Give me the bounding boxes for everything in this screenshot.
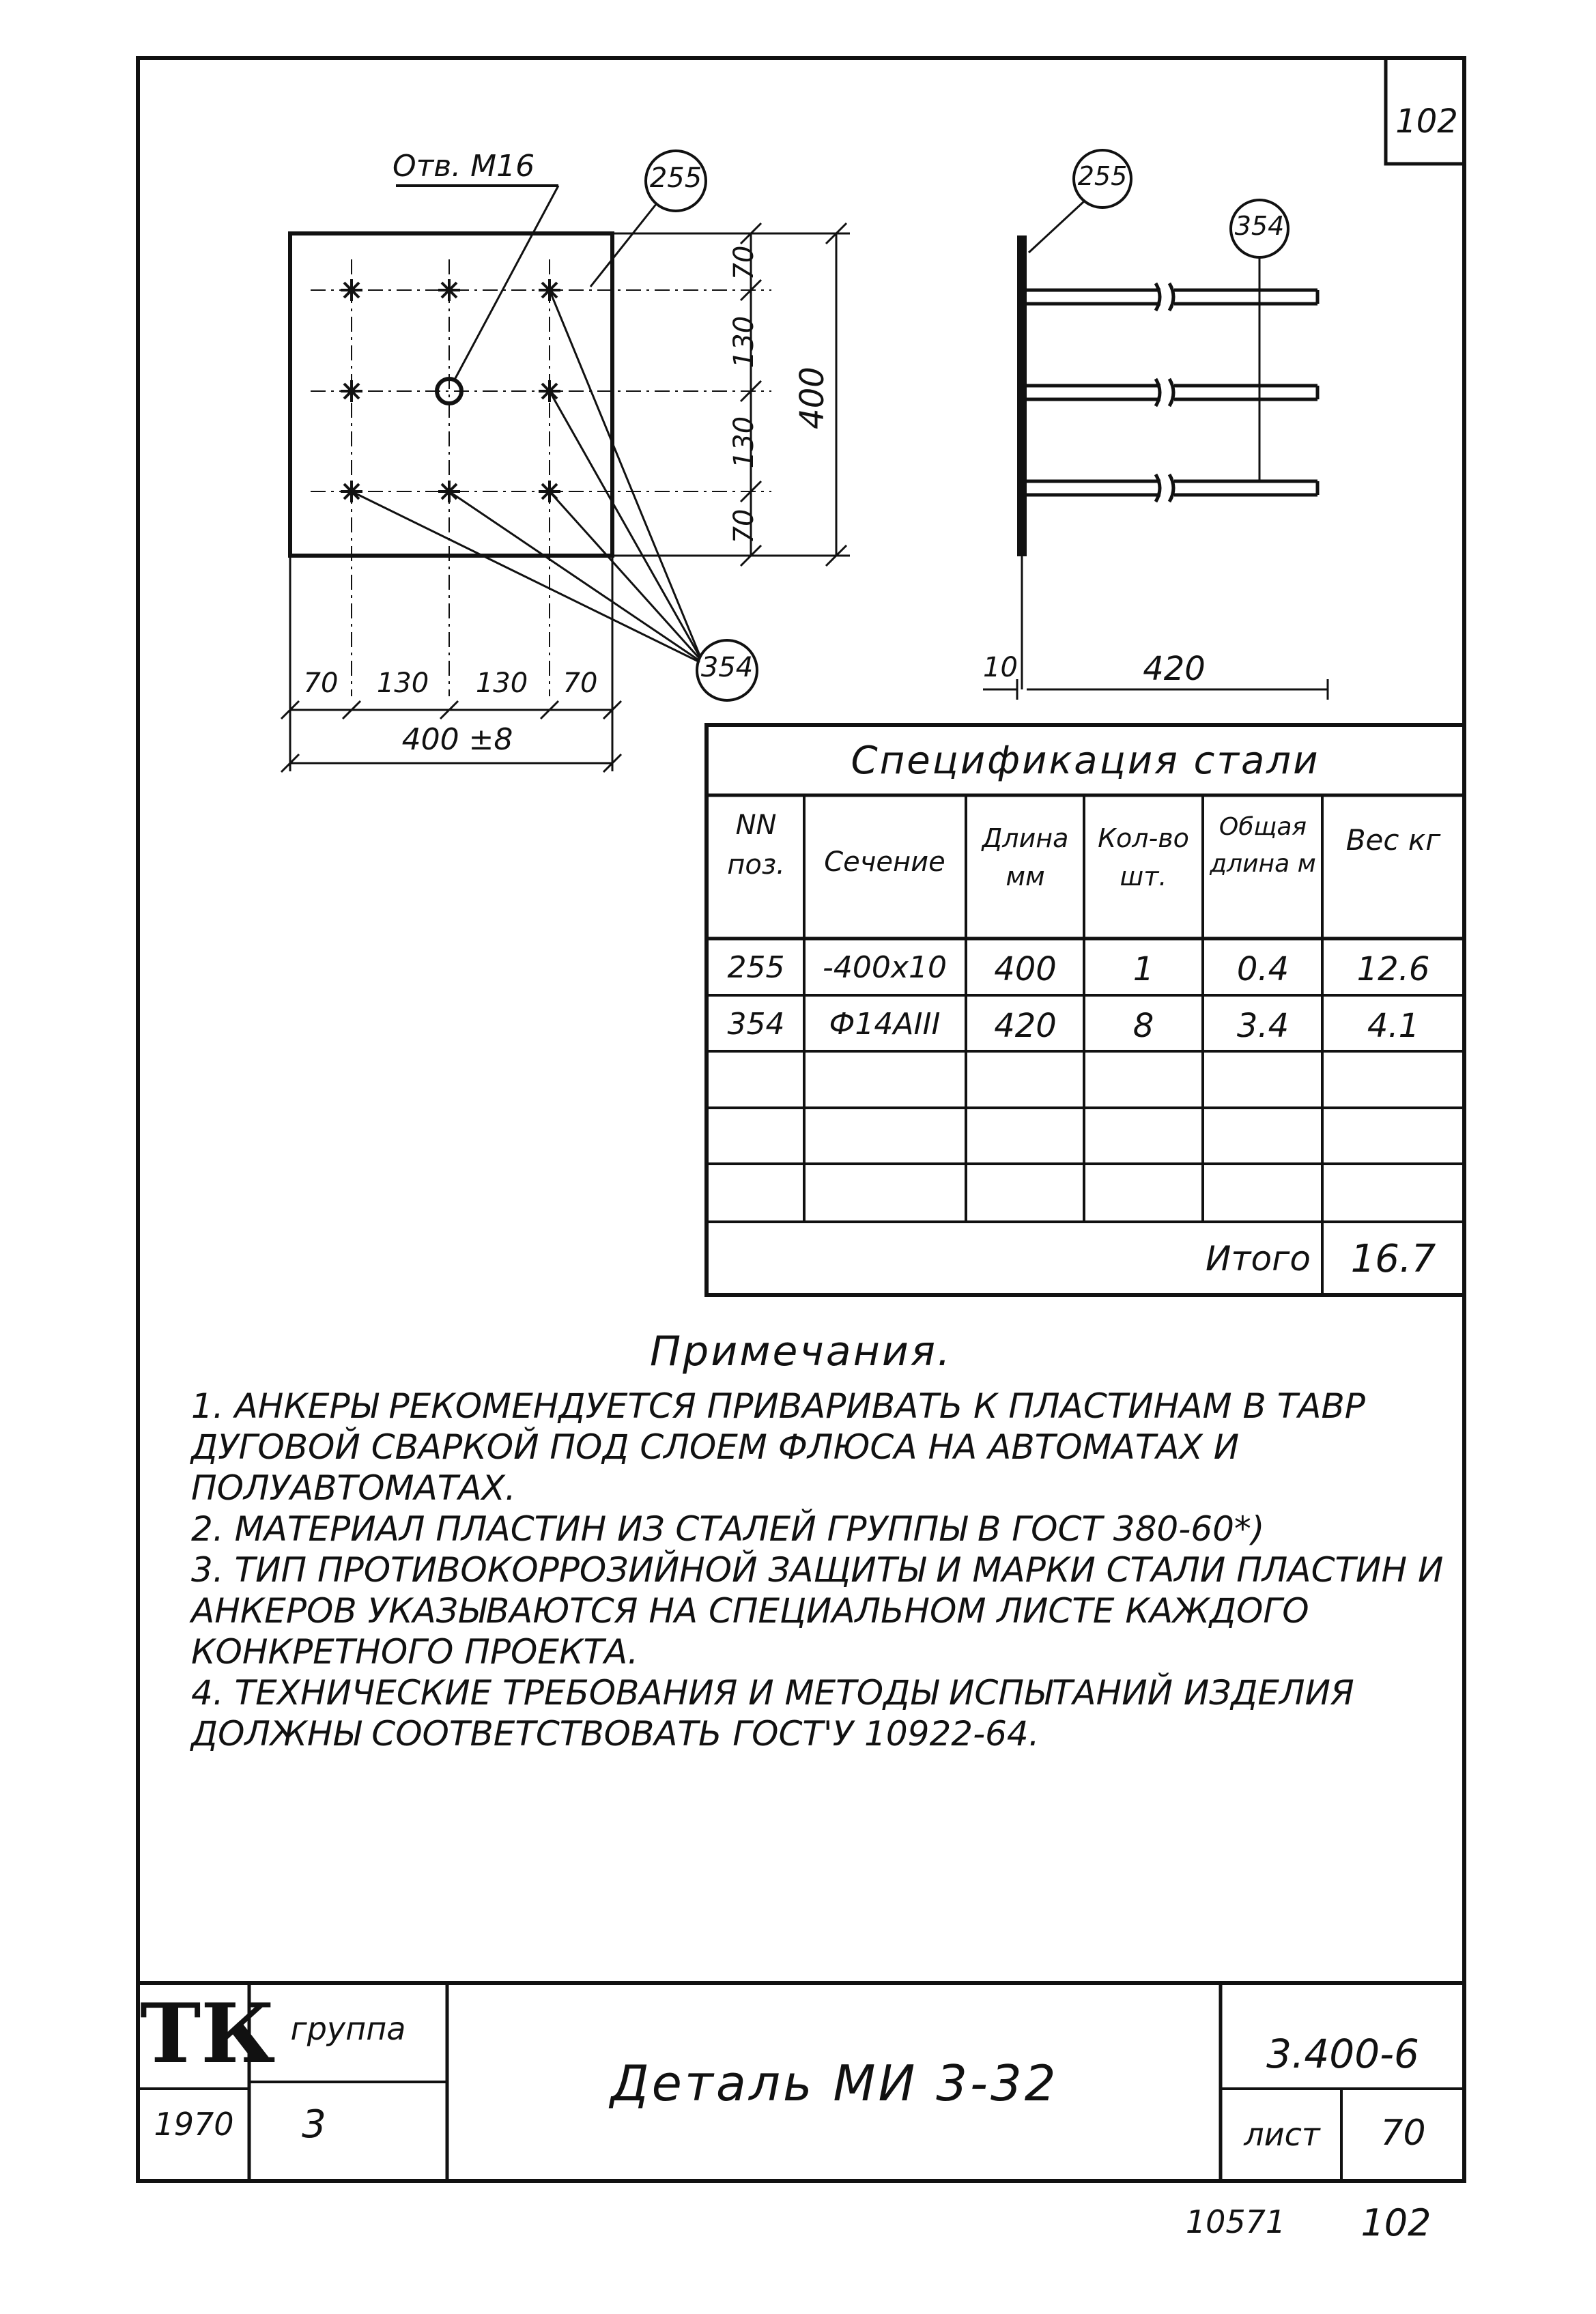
spec-r1-qty: 1 (1132, 950, 1154, 988)
hole-label: Отв. М16 (393, 149, 535, 184)
title-year: 1970 (154, 2106, 234, 2143)
spec-header-total-length: Общая длина м (1210, 813, 1316, 878)
group-label: группа (290, 2010, 406, 2047)
note-1: 1. АНКЕРЫ РЕКОМЕНДУЕТСЯ ПРИВАРИВАТЬ К ПЛАСТИНАМ В ТАВР ДУГОВОЙ СВАРКОЙ ПОД СЛОЕМ ФЛЮСА НА АВТОМАТАХ И ПОЛУАВТОМАТАХ. (191, 1386, 1365, 1508)
callout-leaders-354 (352, 290, 700, 662)
dim-v-4: 70 (728, 509, 760, 544)
page-number: 102 (1360, 2201, 1431, 2244)
dim-v-1: 70 (728, 245, 760, 281)
spec-r2-length: 420 (994, 1007, 1057, 1045)
note-3: 3. ТИП ПРОТИВОКОРРОЗИЙНОЙ ЗАЩИТЫ И МАРКИ СТАЛИ ПЛАСТИН И АНКЕРОВ УКАЗЫВАЮТСЯ НА СПЕЦИАЛЬНОМ ЛИСТЕ КАЖДОГО КОНКРЕТНОГО ПРОЕКТА. (191, 1550, 1444, 1672)
spec-header-section: Сечение (824, 846, 945, 878)
spec-r1-section: -400x10 (823, 950, 947, 985)
center-lines (311, 259, 771, 696)
spec-r2-weight: 4.1 (1367, 1007, 1420, 1045)
series-number: 3.400-6 (1266, 2031, 1419, 2077)
tk-logo: ТК (140, 1986, 276, 2082)
archive-number: 10571 (1185, 2203, 1286, 2240)
corner-sheet-number: 102 (1395, 102, 1458, 141)
spec-r2-total-length: 3.4 (1236, 1007, 1289, 1045)
dim-h-3: 130 (475, 668, 528, 699)
spec-header-pos: NN поз. (727, 810, 785, 881)
spec-r2-pos: 354 (727, 1007, 785, 1042)
spec-r1-total-length: 0.4 (1236, 950, 1289, 988)
spec-r2-section: Ф14AIII (829, 1007, 941, 1042)
spec-total-value: 16.7 (1350, 1237, 1436, 1281)
dim-v-3: 130 (728, 416, 760, 469)
spec-r1-length: 400 (994, 950, 1057, 988)
spec-header-qty: Кол-во шт. (1098, 823, 1189, 891)
spec-r1-weight: 12.6 (1356, 950, 1430, 988)
dim-h-4: 70 (562, 668, 598, 699)
side-plate (1017, 235, 1027, 556)
dim-h-1: 70 (303, 668, 339, 699)
plan-callout-255: 255 (649, 162, 702, 194)
drawing-title: Деталь МИ 3-32 (610, 2055, 1059, 2112)
callout-leader-255 (590, 203, 657, 287)
side-callout-leader-255 (1029, 201, 1084, 253)
spec-header-length: Длина мм (982, 823, 1069, 891)
notes-title: Примечания. (650, 1328, 952, 1375)
side-callout-255: 255 (1077, 161, 1128, 191)
side-callout-354: 354 (1234, 211, 1285, 241)
dim-h-total: 400 ±8 (401, 722, 513, 757)
sheet-value: 70 (1380, 2113, 1426, 2154)
side-anchors (1027, 283, 1317, 502)
spec-table-title: Спецификация стали (851, 739, 1320, 783)
spec-r2-qty: 8 (1132, 1007, 1154, 1045)
spec-header-weight: Вес кг (1345, 823, 1441, 857)
note-2: 2. МАТЕРИАЛ ПЛАСТИН ИЗ СТАЛЕЙ ГРУППЫ В ГОСТ 380-60*) (191, 1509, 1265, 1549)
sheet-label: лист (1244, 2116, 1320, 2153)
spec-total-label: Итого (1206, 1239, 1311, 1279)
side-dim-length: 420 (1143, 650, 1206, 688)
spec-r1-pos: 255 (727, 950, 785, 985)
plan-callout-354: 354 (700, 652, 754, 683)
note-4: 4. ТЕХНИЧЕСКИЕ ТРЕБОВАНИЯ И МЕТОДЫ ИСПЫТАНИЙ ИЗДЕЛИЯ ДОЛЖНЫ СООТВЕТСТВОВАТЬ ГОСТ'У 10922-64. (191, 1673, 1354, 1754)
group-value: 3 (302, 2102, 326, 2147)
dim-v-2: 130 (728, 315, 760, 369)
dim-h-2: 130 (376, 668, 429, 699)
dim-v-total: 400 (793, 367, 831, 429)
side-dim-thickness: 10 (983, 652, 1018, 683)
